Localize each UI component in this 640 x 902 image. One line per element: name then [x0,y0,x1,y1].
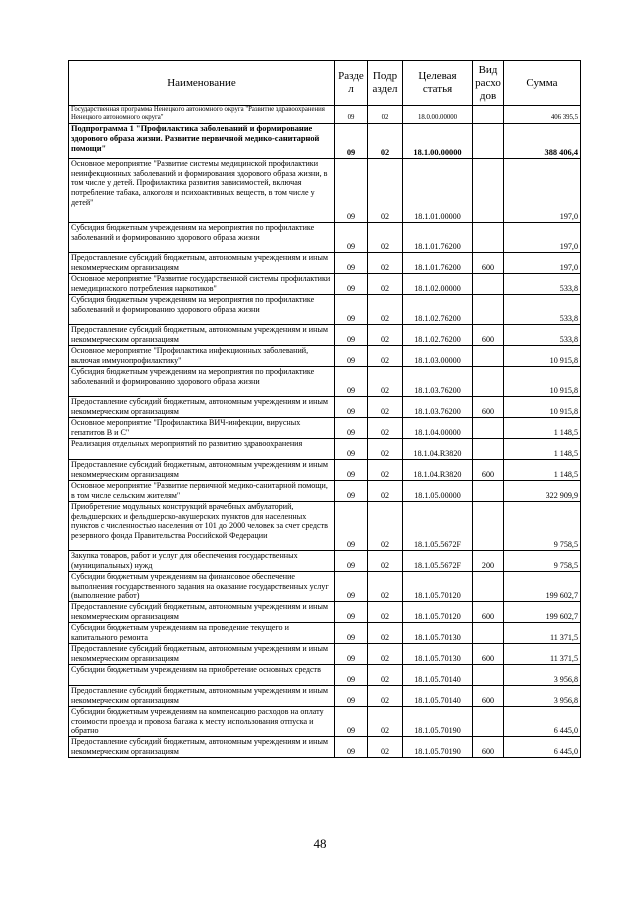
row-expense-type [473,158,504,222]
row-name: Субсидия бюджетным учреждениям на мероприятия по профилактике заболеваний и формированию здорового образа жизни [69,222,335,252]
row-name: Предоставление субсидий бюджетным, автономным учреждениям и иным некоммерческим организациям [69,601,335,622]
row-section: 09 [335,294,368,324]
row-target-article: 18.1.03.76200 [403,396,473,417]
row-expense-type [473,366,504,396]
row-section: 09 [335,664,368,685]
row-name: Предоставление субсидий бюджетным, автономным учреждениям и иным некоммерческим организациям [69,737,335,758]
table-row [69,106,581,124]
row-amount: 10 915,8 [504,345,581,366]
table-row [69,366,581,396]
row-subsection: 02 [368,123,403,158]
row-target-article: 18.1.05.70120 [403,601,473,622]
row-target-article: 18.1.00.00000 [403,123,473,158]
table-row [69,601,581,622]
row-expense-type [473,417,504,438]
row-name: Подпрограмма 1 "Профилактика заболеваний и формирование здорового образа жизни. Развитие первичной медико-санитарной помощи" [69,123,335,158]
table-row [69,252,581,273]
row-subsection: 02 [368,438,403,459]
row-name: Закупка товаров, работ и услуг для обеспечения государственных (муниципальных) нужд [69,550,335,571]
table-row [69,123,581,158]
table-row [69,417,581,438]
row-section: 09 [335,396,368,417]
row-name: Субсидии бюджетным учреждениям на проведение текущего и капитального ремонта [69,622,335,643]
row-name: Субсидия бюджетным учреждениям на мероприятия по профилактике заболеваний и формированию здорового образа жизни [69,294,335,324]
row-subsection: 02 [368,643,403,664]
row-target-article: 18.1.04.R3820 [403,459,473,480]
row-section: 09 [335,480,368,501]
row-subsection: 02 [368,706,403,736]
row-target-article: 18.1.03.00000 [403,345,473,366]
row-subsection: 02 [368,550,403,571]
header-amount: Сумма [504,61,581,106]
table-row [69,396,581,417]
row-section: 09 [335,222,368,252]
row-subsection: 02 [368,480,403,501]
row-section: 09 [335,324,368,345]
table-row [69,222,581,252]
table-row [69,664,581,685]
row-target-article: 18.1.05.70190 [403,706,473,736]
row-expense-type [473,294,504,324]
row-name: Основное мероприятие "Развитие системы медицинской профилактики неинфекционных заболеваний и формирования здорового образа жизни, в том числе у детей. Профилактика развития зависимостей, включая потребление табака, алкоголя и психоактивных веществ, в том числе у детей" [69,158,335,222]
row-subsection: 02 [368,324,403,345]
row-section: 09 [335,706,368,736]
row-subsection: 02 [368,601,403,622]
row-target-article: 18.1.05.5672F [403,550,473,571]
row-expense-type: 200 [473,550,504,571]
row-subsection: 02 [368,345,403,366]
row-expense-type [473,273,504,294]
row-target-article: 18.1.04.00000 [403,417,473,438]
row-name: Предоставление субсидий бюджетным, автономным учреждениям и иным некоммерческим организациям [69,324,335,345]
row-name: Субсидия бюджетным учреждениям на мероприятия по профилактике заболеваний и формированию здорового образа жизни [69,366,335,396]
row-subsection: 02 [368,417,403,438]
table-row [69,643,581,664]
row-name: Приобретение модульных конструкций врачебных амбулаторий, фельдшерских и фельдшерско-акушерских пунктов для населенных пунктов с численностью населения от 101 до 2000 человек за счет средств резервного фонда Правительства Российской Федерации [69,501,335,550]
row-expense-type: 600 [473,737,504,758]
row-target-article: 18.1.05.70130 [403,622,473,643]
budget-table [68,60,581,758]
row-amount: 406 395,5 [504,106,581,124]
row-amount: 197,0 [504,252,581,273]
row-expense-type [473,438,504,459]
row-name: Государственная программа Ненецкого автономного округа "Развитие здравоохранения Ненецкого автономного округа" [69,106,335,124]
row-section: 09 [335,345,368,366]
row-name: Субсидии бюджетным учреждениям на финансовое обеспечение выполнения государственного задания на оказание государственных услуг (выполнение работ) [69,571,335,601]
table-body [69,106,581,758]
row-section: 09 [335,643,368,664]
header-expense-type: Вид расхо дов [473,61,504,106]
table-row [69,737,581,758]
row-section: 09 [335,501,368,550]
row-subsection: 02 [368,571,403,601]
table-row [69,501,581,550]
row-amount: 10 915,8 [504,396,581,417]
row-target-article: 18.1.05.00000 [403,480,473,501]
row-section: 09 [335,601,368,622]
row-subsection: 02 [368,685,403,706]
row-amount: 197,0 [504,158,581,222]
row-subsection: 02 [368,106,403,124]
row-amount: 199 602,7 [504,571,581,601]
header-subsection: Подр аздел [368,61,403,106]
row-subsection: 02 [368,664,403,685]
row-amount: 11 371,5 [504,622,581,643]
table-row [69,294,581,324]
row-section: 09 [335,158,368,222]
row-expense-type [473,706,504,736]
row-expense-type: 600 [473,459,504,480]
row-section: 09 [335,622,368,643]
row-subsection: 02 [368,737,403,758]
row-name: Субсидии бюджетным учреждениям на компенсацию расходов на оплату стоимости проезда и провоза багажа к месту использования отпуска и обратно [69,706,335,736]
row-target-article: 18.1.05.70140 [403,685,473,706]
row-name: Основное мероприятие "Профилактика инфекционных заболеваний, включая иммунопрофилактику" [69,345,335,366]
row-expense-type: 600 [473,685,504,706]
row-name: Предоставление субсидий бюджетным, автономным учреждениям и иным некоммерческим организациям [69,643,335,664]
table-row [69,273,581,294]
row-section: 09 [335,106,368,124]
row-amount: 1 148,5 [504,417,581,438]
row-expense-type: 600 [473,252,504,273]
row-name: Предоставление субсидий бюджетным, автономным учреждениям и иным некоммерческим организациям [69,252,335,273]
header-target-article: Целевая статья [403,61,473,106]
row-amount: 9 758,5 [504,501,581,550]
table-row [69,480,581,501]
row-target-article: 18.1.02.76200 [403,294,473,324]
row-amount: 3 956,8 [504,685,581,706]
row-target-article: 18.1.03.76200 [403,366,473,396]
table-row [69,459,581,480]
row-section: 09 [335,737,368,758]
row-expense-type [473,106,504,124]
row-expense-type [473,501,504,550]
row-amount: 199 602,7 [504,601,581,622]
row-subsection: 02 [368,396,403,417]
row-amount: 533,8 [504,273,581,294]
row-expense-type [473,222,504,252]
row-name: Основное мероприятие "Развитие государственной системы профилактики немедицинского потребления наркотиков" [69,273,335,294]
row-amount: 197,0 [504,222,581,252]
row-subsection: 02 [368,622,403,643]
row-expense-type: 600 [473,601,504,622]
row-section: 09 [335,685,368,706]
row-amount: 1 148,5 [504,459,581,480]
table-row [69,158,581,222]
table-row [69,345,581,366]
row-expense-type: 600 [473,324,504,345]
row-subsection: 02 [368,294,403,324]
row-section: 09 [335,571,368,601]
row-target-article: 18.1.01.76200 [403,222,473,252]
row-name: Субсидии бюджетным учреждениям на приобретение основных средств [69,664,335,685]
row-target-article: 18.1.05.70190 [403,737,473,758]
row-amount: 533,8 [504,324,581,345]
row-section: 09 [335,273,368,294]
row-amount: 1 148,5 [504,438,581,459]
row-target-article: 18.0.00.00000 [403,106,473,124]
row-target-article: 18.1.05.70130 [403,643,473,664]
table-row [69,685,581,706]
row-expense-type [473,571,504,601]
row-target-article: 18.1.01.76200 [403,252,473,273]
row-amount: 322 909,9 [504,480,581,501]
row-expense-type [473,622,504,643]
table-header-row [69,61,581,106]
row-subsection: 02 [368,222,403,252]
row-subsection: 02 [368,158,403,222]
row-expense-type [473,123,504,158]
row-section: 09 [335,550,368,571]
row-target-article: 18.1.05.70140 [403,664,473,685]
row-section: 09 [335,438,368,459]
table-row [69,438,581,459]
row-expense-type [473,480,504,501]
row-amount: 11 371,5 [504,643,581,664]
row-amount: 6 445,0 [504,706,581,736]
page-number: 48 [313,836,327,851]
row-target-article: 18.1.04.R3820 [403,438,473,459]
row-name: Реализация отдельных мероприятий по развитию здравоохранения [69,438,335,459]
row-target-article: 18.1.05.70120 [403,571,473,601]
row-amount: 3 956,8 [504,664,581,685]
row-subsection: 02 [368,366,403,396]
table-row [69,706,581,736]
row-amount: 10 915,8 [504,366,581,396]
row-name: Предоставление субсидий бюджетным, автономным учреждениям и иным некоммерческим организациям [69,396,335,417]
row-expense-type: 600 [473,396,504,417]
row-section: 09 [335,366,368,396]
row-target-article: 18.1.05.5672F [403,501,473,550]
table-row [69,571,581,601]
row-target-article: 18.1.02.00000 [403,273,473,294]
row-section: 09 [335,459,368,480]
row-expense-type: 600 [473,643,504,664]
row-target-article: 18.1.02.76200 [403,324,473,345]
row-target-article: 18.1.01.00000 [403,158,473,222]
table-row [69,324,581,345]
table-row [69,550,581,571]
row-expense-type [473,345,504,366]
row-section: 09 [335,252,368,273]
row-expense-type [473,664,504,685]
row-subsection: 02 [368,501,403,550]
header-name: Наименование [69,61,335,106]
row-name: Предоставление субсидий бюджетным, автономным учреждениям и иным некоммерческим организациям [69,459,335,480]
row-section: 09 [335,123,368,158]
row-amount: 388 406,4 [504,123,581,158]
row-amount: 9 758,5 [504,550,581,571]
row-amount: 533,8 [504,294,581,324]
row-name: Основное мероприятие "Профилактика ВИЧ-инфекции, вирусных гепатитов В и С" [69,417,335,438]
row-name: Предоставление субсидий бюджетным, автономным учреждениям и иным некоммерческим организациям [69,685,335,706]
row-subsection: 02 [368,252,403,273]
table-row [69,622,581,643]
row-name: Основное мероприятие "Развитие первичной медико-санитарной помощи, в том числе сельским жителям" [69,480,335,501]
row-amount: 6 445,0 [504,737,581,758]
row-section: 09 [335,417,368,438]
row-subsection: 02 [368,273,403,294]
row-subsection: 02 [368,459,403,480]
header-section: Разде л [335,61,368,106]
